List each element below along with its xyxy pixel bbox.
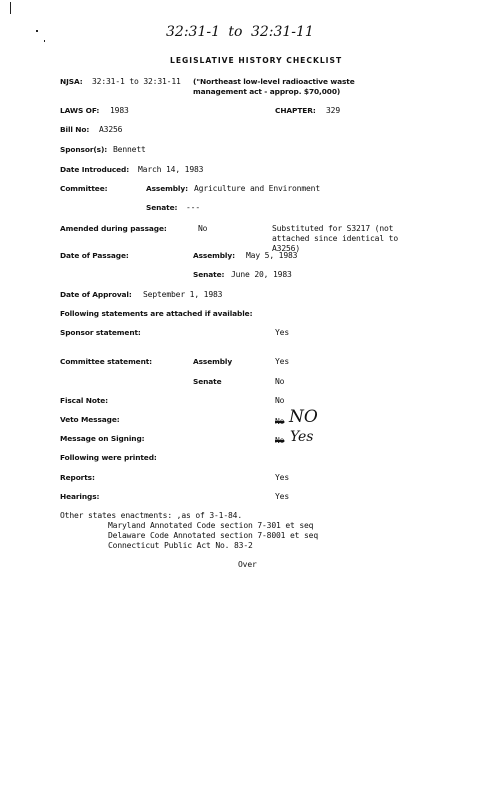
amended-value: No xyxy=(198,224,208,233)
committee-senate-value: --- xyxy=(186,203,200,212)
date-of-approval-label: Date of Approval: xyxy=(60,290,132,299)
committee-senate-label: Senate: xyxy=(146,203,178,212)
committee-statement-senate-label: Senate xyxy=(193,377,222,386)
committee-statement-assembly-label: Assembly xyxy=(193,357,233,366)
sponsor-statement-label: Sponsor statement: xyxy=(60,328,141,337)
njsa-description: ("Northeast low-level radioactive waste management act - approp. $70,000) xyxy=(193,77,355,96)
hearings-value: Yes xyxy=(275,492,289,501)
passage-assembly-label: Assembly: xyxy=(193,251,235,260)
other-states-label: Other states enactments: ,as of 3-1-84. xyxy=(60,511,242,520)
hearings-label: Hearings: xyxy=(60,492,100,501)
other-states-item: Maryland Annotated Code section 7-301 et seq xyxy=(108,521,314,530)
committee-statement-senate-value: No xyxy=(275,377,285,386)
date-of-approval-value: September 1, 1983 xyxy=(143,290,223,299)
njsa-value: 32:31-1 to 32:31-11 xyxy=(92,77,181,86)
passage-assembly-value: May 5, 1983 xyxy=(246,251,298,260)
handwritten-header: 32:31-1 to 32:31-11 xyxy=(166,24,314,40)
date-introduced-label: Date Introduced: xyxy=(60,165,130,174)
committee-label: Committee: xyxy=(60,184,108,193)
njsa-label: NJSA: xyxy=(60,77,83,86)
scan-dot xyxy=(36,30,38,32)
passage-senate-label: Senate: xyxy=(193,270,225,279)
fiscal-note-label: Fiscal Note: xyxy=(60,396,109,405)
reports-value: Yes xyxy=(275,473,289,482)
other-states-item: Connecticut Public Act No. 83-2 xyxy=(108,541,253,550)
sponsor-value: Bennett xyxy=(113,145,146,154)
date-of-passage-label: Date of Passage: xyxy=(60,251,129,260)
committee-statement-label: Committee statement: xyxy=(60,357,153,366)
sponsor-statement-value: Yes xyxy=(275,328,289,337)
veto-message-struck-value: No xyxy=(275,417,285,426)
laws-of-value: 1983 xyxy=(110,106,129,115)
message-on-signing-handwritten: Yes xyxy=(290,429,314,445)
committee-assembly-value: Agriculture and Environment xyxy=(194,184,320,193)
veto-message-handwritten: NO xyxy=(289,407,318,427)
veto-message-label: Veto Message: xyxy=(60,415,120,424)
message-on-signing-struck-value: No xyxy=(275,436,285,445)
message-on-signing-label: Message on Signing: xyxy=(60,434,145,443)
chapter-value: 329 xyxy=(326,106,340,115)
laws-of-label: LAWS OF: xyxy=(60,106,100,115)
following-printed-heading: Following were printed: xyxy=(60,453,157,462)
committee-statement-assembly-value: Yes xyxy=(275,357,289,366)
chapter-label: CHAPTER: xyxy=(275,106,316,115)
passage-senate-value: June 20, 1983 xyxy=(231,270,292,279)
scan-mark xyxy=(10,2,11,14)
following-attached-heading: Following statements are attached if available: xyxy=(60,309,253,318)
reports-label: Reports: xyxy=(60,473,95,482)
amended-label: Amended during passage: xyxy=(60,224,167,233)
page-title: LEGISLATIVE HISTORY CHECKLIST xyxy=(170,56,343,65)
over-note: Over xyxy=(238,560,257,569)
substituted-note: Substituted for S3217 (not attached since identical to A3256) xyxy=(272,224,398,253)
scan-dot xyxy=(44,40,45,42)
other-states-item: Delaware Code Annotated section 7-8001 et seq xyxy=(108,531,318,540)
committee-assembly-label: Assembly: xyxy=(146,184,188,193)
fiscal-note-value: No xyxy=(275,396,285,405)
date-introduced-value: March 14, 1983 xyxy=(138,165,204,174)
sponsor-label: Sponsor(s): xyxy=(60,145,108,154)
bill-no-label: Bill No: xyxy=(60,125,90,134)
bill-no-value: A3256 xyxy=(99,125,123,134)
